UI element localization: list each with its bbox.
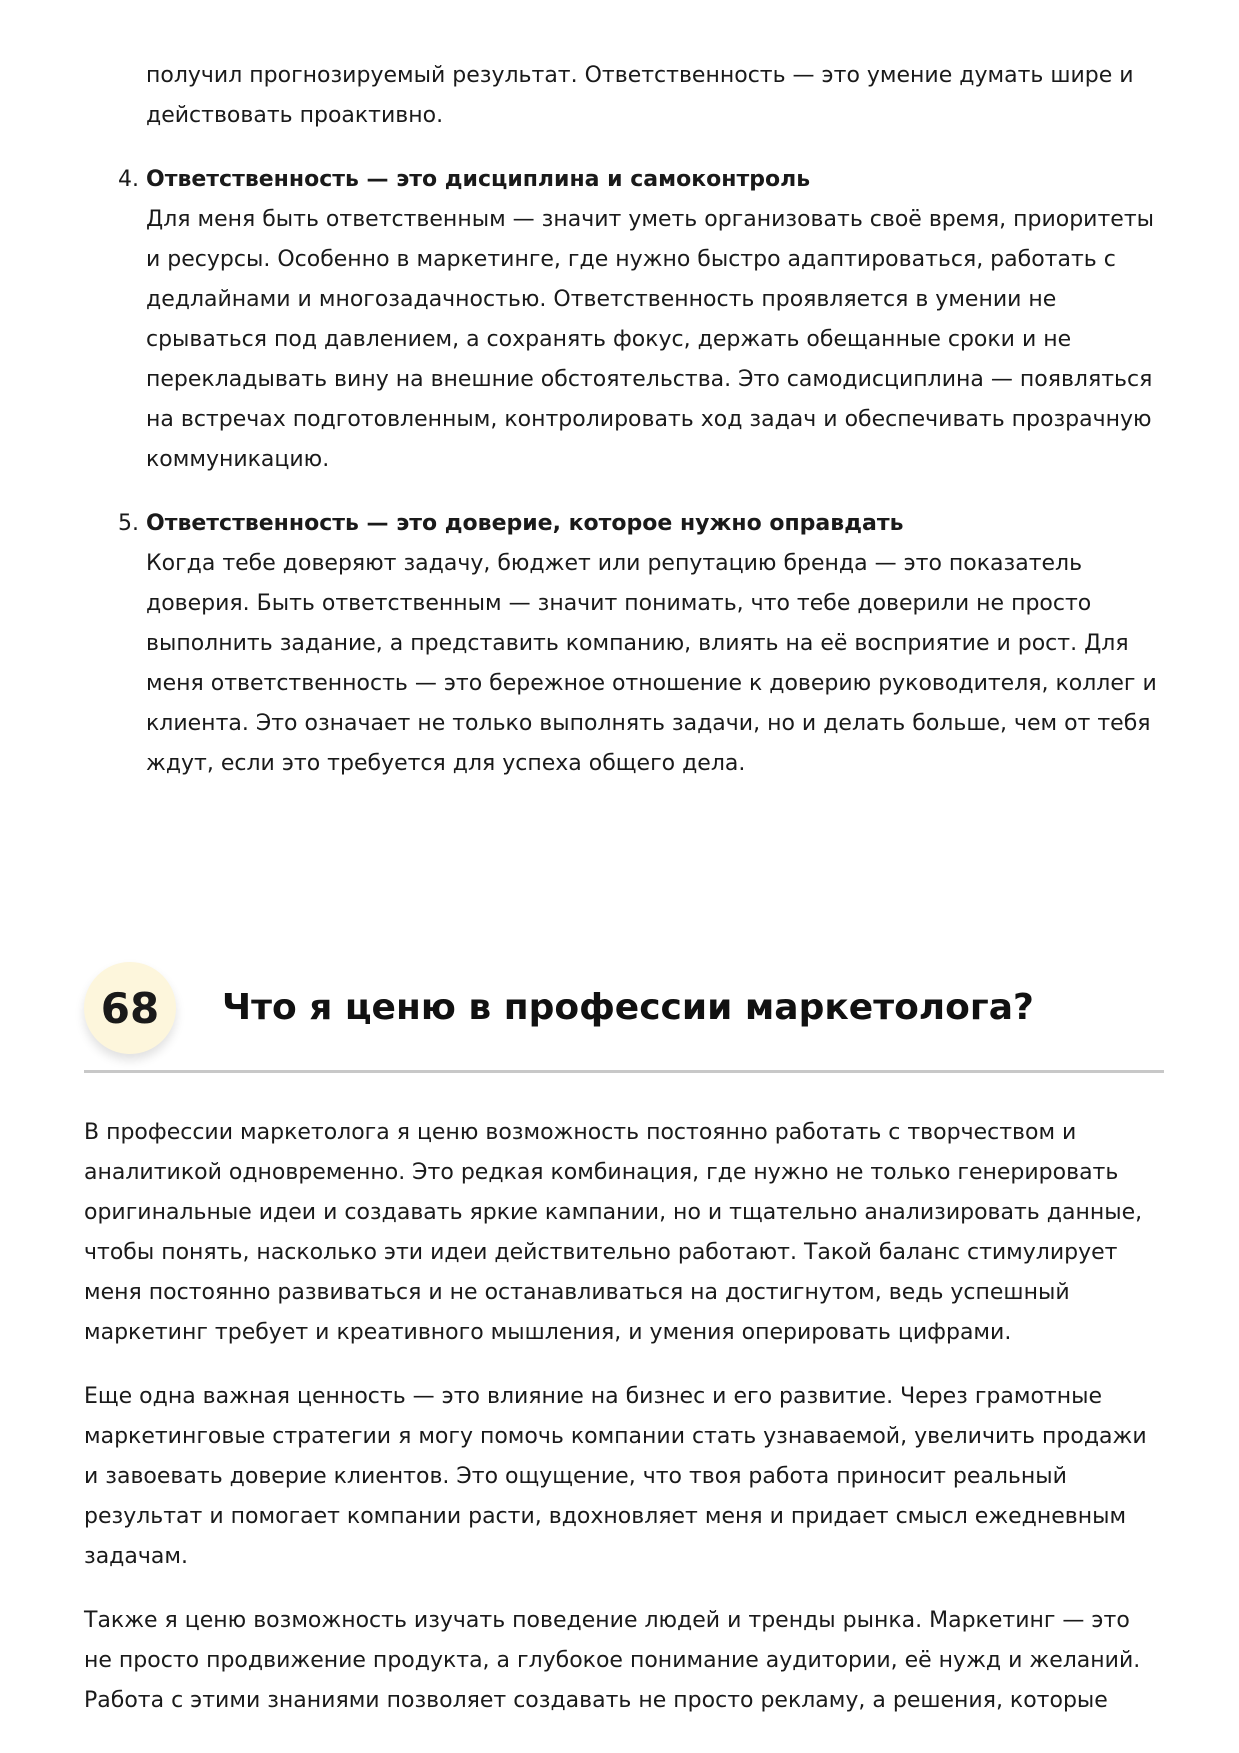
previous-answer-content	[84, 56, 1164, 784]
body-paragraph: Еще одна важная ценность — это влияние на бизнес и его развитие. Через грамотные маркетинговые стратегии я могу помочь компании стать узнаваемой, увеличить продажи и завоевать доверие клиентов. Это ощущение, что твоя работа приносит реальный результат и помогает компании расти, вдохновляет меня и придает смысл ежедневным задачам.	[84, 1384, 1147, 1569]
continuation-paragraph: получил прогнозируемый результат. Ответственность — это умение думать шире и действовать проактивно.	[146, 63, 1134, 128]
list-item	[84, 504, 1164, 784]
list-item-title: Ответственность — это дисциплина и самоконтроль	[146, 167, 811, 192]
list-item-text: Для меня быть ответственным — значит уметь организовать своё время, приоритеты и ресурсы. Особенно в маркетинге, где нужно быстро адаптироваться, работать с дедлайнами и многозадачностью. Ответственность проявляется в умении не срываться под давлением, а сохранять фокус, держать обещанные сроки и не перекладывать вину на внешние обстоятельства. Это самодисциплина — появляться на встречах подготовленным, контролировать ход задач и обеспечивать прозрачную коммуникацию.	[146, 207, 1155, 472]
body-paragraph: В профессии маркетолога я ценю возможность постоянно работать с творчеством и аналитикой одновременно. Это редкая комбинация, где нужно не только генерировать оригинальные идеи и создавать яркие кампании, но и тщательно анализировать данные, чтобы понять, насколько эти идеи действительно работают. Такой баланс стимулирует меня постоянно развиваться и не останавливаться на достигнутом, ведь успешный маркетинг требует и креативного мышления, и умения оперировать цифрами.	[84, 1120, 1143, 1345]
section-header	[84, 962, 1164, 1073]
body-paragraph: Также я ценю возможность изучать поведение людей и тренды рынка. Маркетинг — это не просто продвижение продукта, а глубокое понимание аудитории, её нужд и желаний. Работа с этими знаниями позволяет создавать не просто рекламу, а решения, которые	[84, 1608, 1141, 1713]
list-item-number: 5.	[118, 511, 139, 536]
list-item-title: Ответственность — это доверие, которое нужно оправдать	[146, 511, 904, 536]
responsibility-list	[84, 160, 1164, 784]
list-item-number: 4.	[118, 167, 139, 192]
section-body	[84, 1073, 1164, 1721]
list-item-text: Когда тебе доверяют задачу, бюджет или репутацию бренда — это показатель доверия. Быть ответственным — значит понимать, что тебе доверили не просто выполнить задание, а представить компанию, влиять на её восприятие и рост. Для меня ответственность — это бережное отношение к доверию руководителя, коллег и клиента. Это означает не только выполнять задачи, но и делать больше, чем от тебя ждут, если это требуется для успеха общего дела.	[146, 551, 1157, 776]
question-number-badge: 68	[84, 962, 176, 1054]
section-title: Что я ценю в профессии маркетолога?	[222, 987, 1034, 1028]
question-section	[84, 962, 1164, 1745]
list-item	[84, 160, 1164, 480]
